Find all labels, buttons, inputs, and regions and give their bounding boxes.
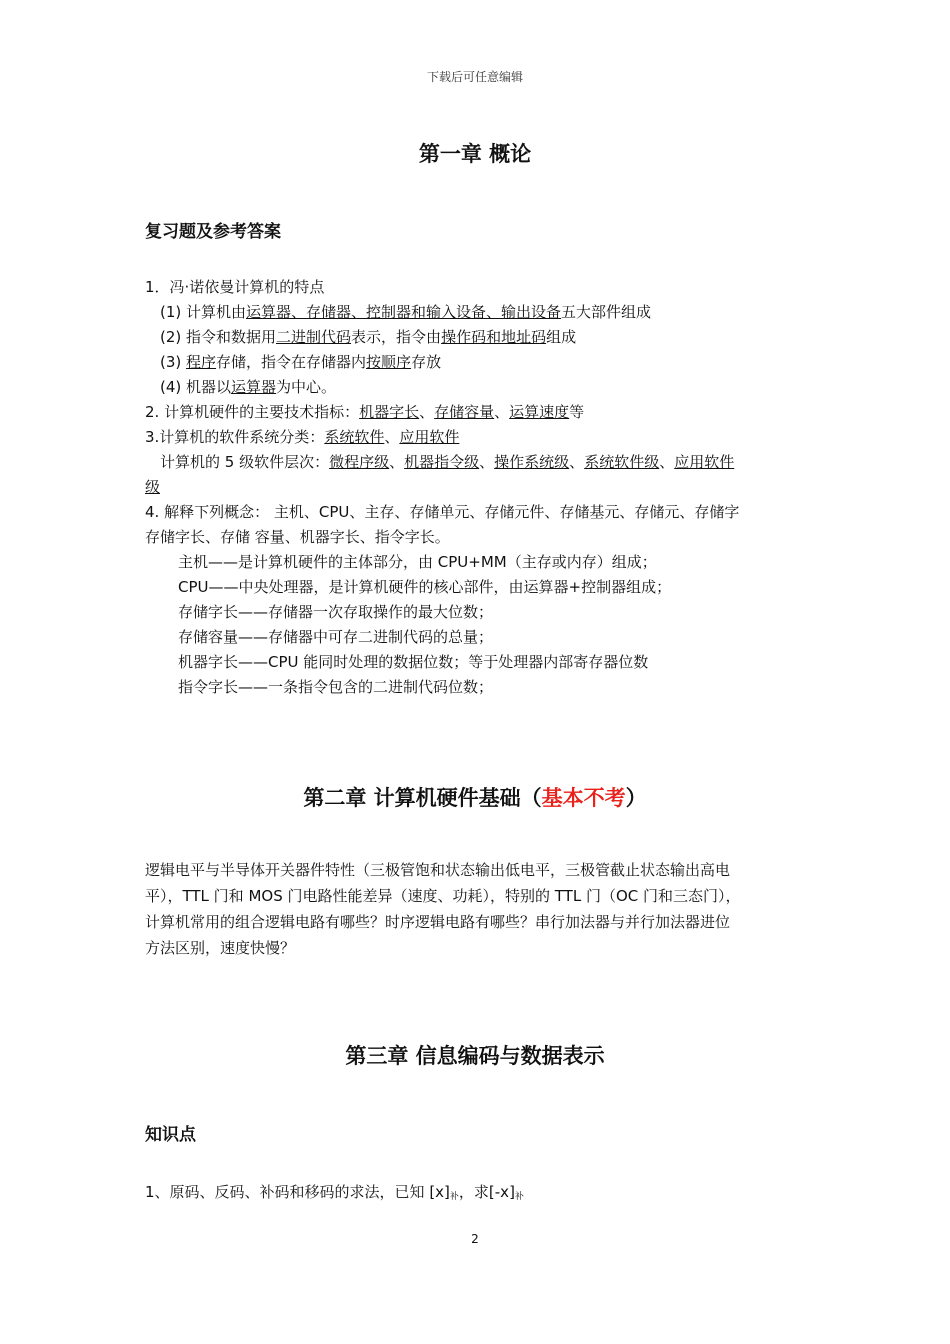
review-section-heading: 复习题及参考答案 [145,222,281,242]
chapter-1-title: 第一章 概论 [418,142,532,166]
definition-capacity: 存储容量——存储器中可存二进制代码的总量； [178,628,494,646]
knowledge-points-heading: 知识点 [145,1125,196,1145]
chapter-2-title: 第二章 计算机硬件基础（基本不考） [303,786,647,810]
q4-line-2: 存储字长、存储 容量、机器字长、指令字长。 [145,528,450,546]
q2-line: 2. 计算机硬件的主要技术指标：机器字长、存储容量、运算速度等 [145,403,585,421]
definition-instruction-length: 指令字长——一条指令包含的二进制代码位数； [178,678,494,696]
knowledge-item-1: 1、原码、反码、补码和移码的求法，已知 $[x]_补$，求$[-x]_补$ [145,1183,524,1202]
q3-software-levels-wrap: 级 [145,478,161,496]
q3-software-levels: 计算机的 5 级软件层次：微程序级、机器指令级、操作系统级、系统软件级、应用软件 [160,453,735,471]
definition-machine-word: 机器字长——CPU 能同时处理的数据位数；等于处理器内部寄存器位数 [178,653,649,671]
chapter-3-title: 第三章 信息编码与数据表示 [345,1044,605,1068]
ch2-paragraph-line-3: 计算机常用的组合逻辑电路有哪些？时序逻辑电路有哪些？串行加法器与并行加法器进位 [145,913,731,931]
definition-word-length: 存储字长——存储器一次存取操作的最大位数； [178,603,494,621]
definition-cpu: CPU——中央处理器，是计算机硬件的核心部件，由运算器+控制器组成； [178,578,672,596]
q1-item-3: (3) 程序存储，指令在存储器内按顺序存放 [160,353,442,371]
q3-line: 3.计算机的软件系统分类：系统软件、应用软件 [145,428,460,446]
ch2-paragraph-line-1: 逻辑电平与半导体开关器件特性（三极管饱和状态输出低电平，三极管截止状态输出高电 [145,861,731,879]
ch2-paragraph-line-2: 平），TTL 门和 MOS 门电路性能差异（速度、功耗），特别的 TTL 门（OC 门和三态门）， [145,887,741,905]
page-number: 2 [471,1232,479,1246]
definition-host: 主机——是计算机硬件的主体部分，由 CPU+MM（主存或内存）组成； [178,553,657,571]
q4-line-1: 4. 解释下列概念： 主机、CPU、主存、存储单元、存储元件、存储基元、存储元、存储字 [145,503,740,521]
q1-item-2: (2) 指令和数据用二进制代码表示，指令由操作码和地址码组成 [160,328,577,346]
ch2-paragraph-line-4: 方法区别，速度快慢？ [145,939,296,957]
page-header: 下载后可任意编辑 [426,70,523,84]
q1-item-1: (1) 计算机由运算器、存储器、控制器和输入设备、输出设备五大部件组成 [160,303,652,321]
q1-heading: 1．冯·诺依曼计算机的特点 [145,278,325,296]
q1-item-4: (4) 机器以运算器为中心。 [160,378,337,396]
